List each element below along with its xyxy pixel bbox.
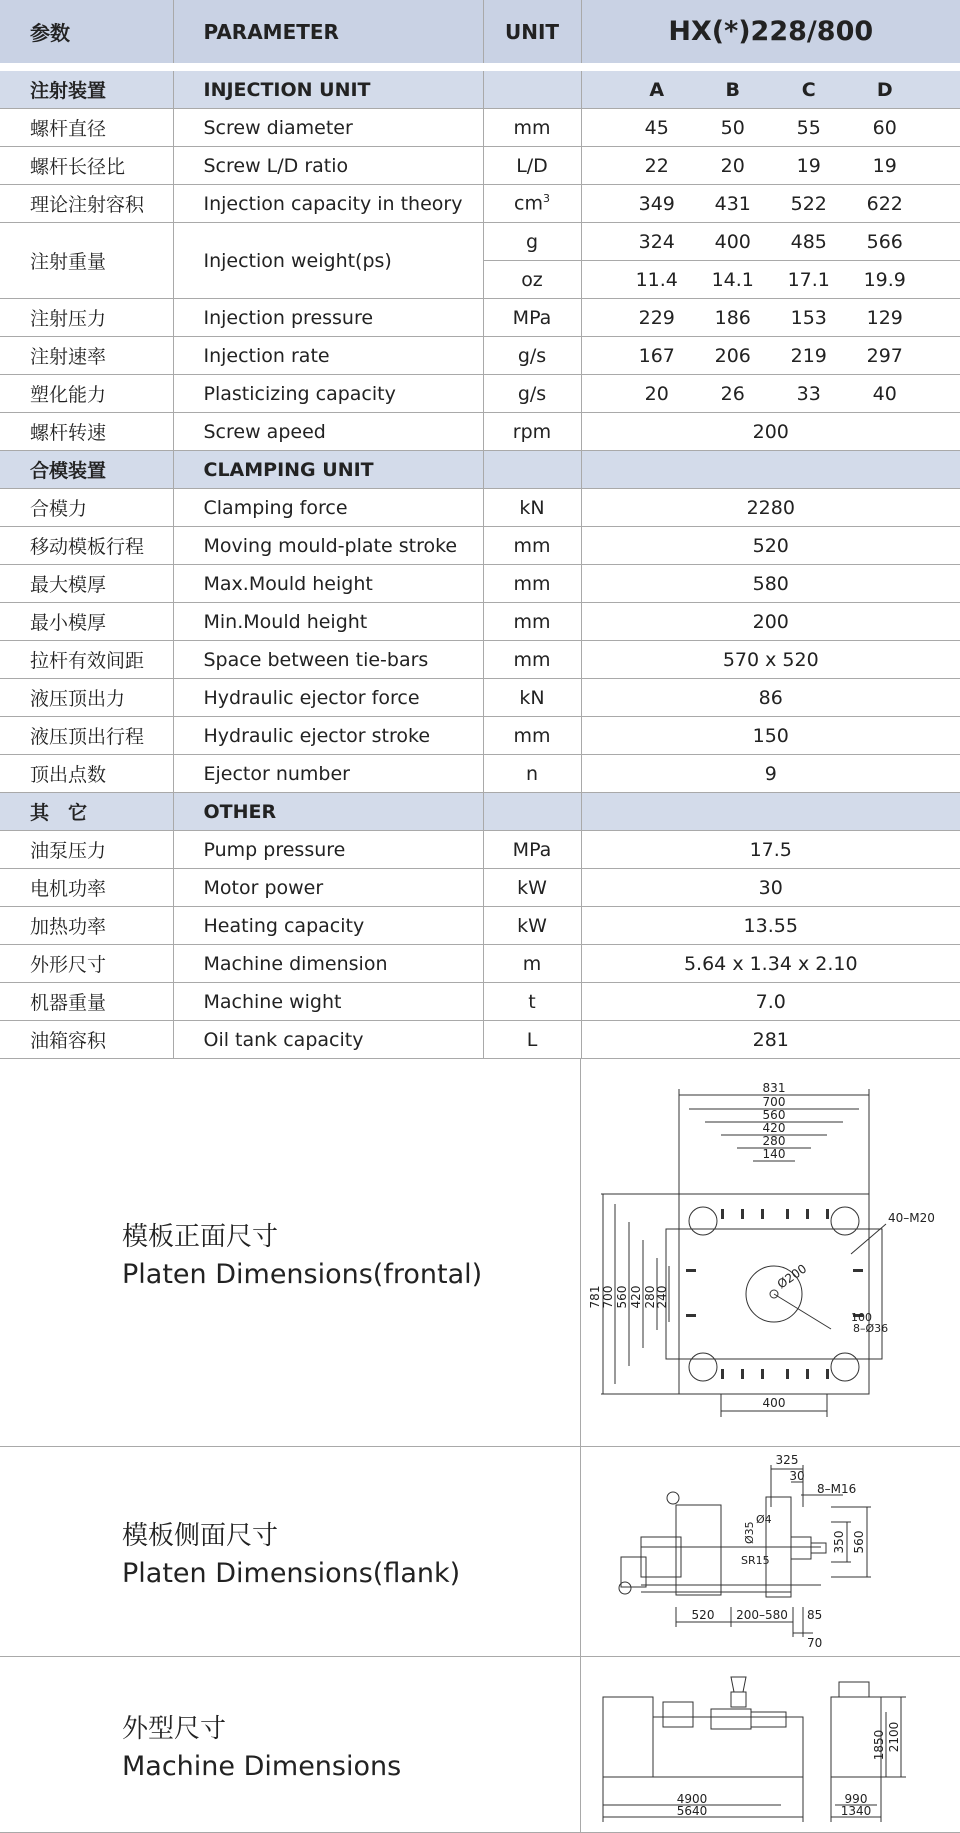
value-cell: 9 xyxy=(581,755,960,793)
value-cell: 200 xyxy=(581,413,960,451)
param-zh: 加热功率 xyxy=(0,907,173,945)
unit-cell xyxy=(483,565,581,603)
unit-cell xyxy=(483,337,581,375)
value: 219 xyxy=(790,344,827,367)
value: 33 xyxy=(796,382,821,405)
unit-cell xyxy=(483,679,581,717)
param-en: Pump pressure xyxy=(173,831,483,869)
value: 19.9 xyxy=(863,268,906,291)
value: 129 xyxy=(866,306,903,329)
dim-5640: 5640 xyxy=(676,1804,708,1818)
moving-platen xyxy=(676,1505,721,1595)
machine-label-zh: 外型尺寸 xyxy=(122,1713,227,1744)
table-header xyxy=(0,0,960,67)
param-en: Clamping force xyxy=(173,489,483,527)
unit-cell xyxy=(483,489,581,527)
param-en: Hydraulic ejector stroke xyxy=(173,717,483,755)
machine-label xyxy=(0,1657,581,1832)
value: 324 xyxy=(638,230,675,253)
unit-text: mm xyxy=(513,724,551,747)
tie-bar-hole xyxy=(689,1353,717,1381)
param-en: Injection weight(ps) xyxy=(173,223,483,299)
section-title-zh: 注射装置 xyxy=(0,67,173,109)
section-value-cell xyxy=(581,451,960,489)
value-cell: 281 xyxy=(581,1021,960,1059)
param-zh: 机器重量 xyxy=(0,983,173,1021)
frontal-label-en: Platen Dimensions(frontal) xyxy=(122,1258,483,1290)
unit-text: L xyxy=(526,1028,538,1051)
param-zh: 螺杆直径 xyxy=(0,109,173,147)
unit-cell xyxy=(483,299,581,337)
param-en: Screw diameter xyxy=(173,109,483,147)
unit-cell xyxy=(483,109,581,147)
unit-text: g xyxy=(525,230,539,253)
tie-bar-hole xyxy=(831,1353,859,1381)
value: 55 xyxy=(796,116,821,139)
label-8-m16: 8–M16 xyxy=(817,1482,857,1496)
unit-text: kW xyxy=(517,914,547,937)
dim-990: 990 xyxy=(844,1792,868,1806)
section-unit-cell xyxy=(483,793,581,831)
value: 45 xyxy=(644,116,669,139)
param-zh: 电机功率 xyxy=(0,869,173,907)
header-zh: 参数 xyxy=(0,0,173,67)
param-zh: 注射速率 xyxy=(0,337,173,375)
table-row xyxy=(0,603,960,641)
value: 622 xyxy=(866,192,903,215)
unit-cell xyxy=(483,147,581,185)
unit-text: mm xyxy=(513,534,551,557)
param-en: Machine dimension xyxy=(173,945,483,983)
value: 14.1 xyxy=(711,268,754,291)
label-100: 100 xyxy=(851,1311,872,1324)
param-en: Plasticizing capacity xyxy=(173,375,483,413)
table-row xyxy=(0,869,960,907)
value: 153 xyxy=(790,306,827,329)
param-en: Min.Mould height xyxy=(173,603,483,641)
unit-text: MPa xyxy=(512,306,552,329)
param-zh: 合模力 xyxy=(0,489,173,527)
unit-cell xyxy=(483,983,581,1021)
table-row xyxy=(0,109,960,147)
dim-520: 520 xyxy=(691,1608,715,1622)
section-value-cell xyxy=(581,793,960,831)
param-en: Screw apeed xyxy=(173,413,483,451)
frontal-label xyxy=(0,1059,581,1446)
value: 17.1 xyxy=(787,268,830,291)
flank-label-zh: 模板侧面尺寸 xyxy=(122,1520,279,1551)
param-zh: 油箱容积 xyxy=(0,1021,173,1059)
value: 229 xyxy=(638,306,675,329)
table-row xyxy=(0,337,960,375)
value: 19 xyxy=(872,154,897,177)
dim-325: 325 xyxy=(775,1453,799,1467)
section-injection-unit xyxy=(0,67,960,109)
value-cell: 86 xyxy=(581,679,960,717)
value-cell xyxy=(581,147,960,185)
value-cell: 13.55 xyxy=(581,907,960,945)
tie-bar-hole xyxy=(689,1207,717,1235)
param-en: Injection pressure xyxy=(173,299,483,337)
param-zh: 液压顶出行程 xyxy=(0,717,173,755)
screw-type-B: B xyxy=(725,78,740,101)
dim-400: 400 xyxy=(762,1396,786,1410)
unit-cell xyxy=(483,717,581,755)
dim-85: 85 xyxy=(807,1608,823,1622)
dim-700: 700 xyxy=(762,1095,786,1109)
value-cell xyxy=(581,109,960,147)
value-cell: 150 xyxy=(581,717,960,755)
unit-text: mm xyxy=(513,648,551,671)
flank-label-en: Platen Dimensions(flank) xyxy=(122,1557,461,1589)
unit-cell xyxy=(483,185,581,223)
value-cell: 17.5 xyxy=(581,831,960,869)
label-d200: Ø200 xyxy=(774,1261,810,1292)
unit-cell xyxy=(483,223,581,261)
value: 485 xyxy=(790,230,827,253)
label-8-d36: 8–Ø36 xyxy=(853,1322,889,1335)
unit-text: g/s xyxy=(517,344,547,367)
machine-outline-svg xyxy=(581,1657,960,1832)
unit-text: kN xyxy=(519,686,545,709)
table-row xyxy=(0,223,960,261)
section-other xyxy=(0,793,960,831)
screw-type-A: A xyxy=(649,78,665,101)
flank-drawing-row xyxy=(0,1447,960,1657)
section-title-en: OTHER xyxy=(173,793,483,831)
unit-text: n xyxy=(525,762,539,785)
dim-350: 350 xyxy=(832,1530,846,1554)
param-en: Ejector number xyxy=(173,755,483,793)
flank-label xyxy=(0,1447,581,1656)
dim-831: 831 xyxy=(762,1081,786,1095)
unit-superscript: 3 xyxy=(542,192,550,206)
unit-text: g/s xyxy=(517,382,547,405)
dim-1850: 1850 xyxy=(872,1729,886,1761)
param-zh: 注射重量 xyxy=(0,223,173,299)
unit-cell xyxy=(483,413,581,451)
value: 431 xyxy=(714,192,751,215)
value: 22 xyxy=(644,154,669,177)
param-en: Motor power xyxy=(173,869,483,907)
unit-cell xyxy=(483,641,581,679)
table-row xyxy=(0,147,960,185)
hopper xyxy=(731,1677,746,1692)
flank-drawing xyxy=(581,1447,960,1656)
table-row xyxy=(0,755,960,793)
machine-drawing xyxy=(581,1657,960,1832)
param-zh: 顶出点数 xyxy=(0,755,173,793)
param-zh: 螺杆转速 xyxy=(0,413,173,451)
table-row xyxy=(0,717,960,755)
param-zh: 最大模厚 xyxy=(0,565,173,603)
value: 206 xyxy=(714,344,751,367)
dim-30: 30 xyxy=(789,1469,805,1483)
value: 349 xyxy=(638,192,675,215)
param-en: Heating capacity xyxy=(173,907,483,945)
section-title-zh: 合模装置 xyxy=(0,451,173,489)
dim-v700: 700 xyxy=(601,1285,615,1309)
table-row xyxy=(0,831,960,869)
value-cell xyxy=(581,337,960,375)
param-en: Injection rate xyxy=(173,337,483,375)
param-en: Space between tie-bars xyxy=(173,641,483,679)
table-row xyxy=(0,413,960,451)
param-zh: 外形尺寸 xyxy=(0,945,173,983)
param-en: Moving mould-plate stroke xyxy=(173,527,483,565)
value: 20 xyxy=(644,382,669,405)
unit-cell xyxy=(483,755,581,793)
value-cell xyxy=(581,185,960,223)
value-cell xyxy=(581,299,960,337)
section-title-zh: 其 它 xyxy=(0,793,173,831)
frontal-drawing xyxy=(581,1059,960,1446)
unit-cell xyxy=(483,945,581,983)
value: 566 xyxy=(866,230,903,253)
table-row xyxy=(0,185,960,223)
section-title-en: CLAMPING UNIT xyxy=(173,451,483,489)
dim-v560: 560 xyxy=(615,1285,629,1309)
platen-flank-svg xyxy=(581,1447,960,1656)
value: 50 xyxy=(720,116,745,139)
unit-cell xyxy=(483,527,581,565)
section-title-en: INJECTION UNIT xyxy=(173,67,483,109)
screw-type-C: C xyxy=(801,78,816,101)
unit-text: m xyxy=(522,952,542,975)
dim-v280: 280 xyxy=(643,1285,657,1309)
dim-560: 560 xyxy=(852,1530,866,1554)
value: 19 xyxy=(796,154,821,177)
param-zh: 理论注射容积 xyxy=(0,185,173,223)
param-zh: 塑化能力 xyxy=(0,375,173,413)
value: 40 xyxy=(872,382,897,405)
value-cell xyxy=(581,223,960,261)
machine-label-en: Machine Dimensions xyxy=(122,1750,402,1782)
value-cell: 2280 xyxy=(581,489,960,527)
unit-cell xyxy=(483,907,581,945)
param-en: Screw L/D ratio xyxy=(173,147,483,185)
param-zh: 油泵压力 xyxy=(0,831,173,869)
screw-type-D: D xyxy=(876,78,893,101)
unit-text: L/D xyxy=(516,154,548,177)
dim-70: 70 xyxy=(807,1636,823,1650)
unit-text: t xyxy=(528,990,536,1013)
tie-bar-hole xyxy=(831,1207,859,1235)
table-row xyxy=(0,641,960,679)
value: 400 xyxy=(714,230,751,253)
value: 522 xyxy=(790,192,827,215)
dim-140: 140 xyxy=(762,1147,786,1161)
value: 20 xyxy=(720,154,745,177)
table-row xyxy=(0,527,960,565)
label-40-m20: 40–M20 xyxy=(888,1211,935,1225)
table-row xyxy=(0,565,960,603)
machine-drawing-row xyxy=(0,1657,960,1833)
unit-cell xyxy=(483,831,581,869)
value: 11.4 xyxy=(635,268,678,291)
value-cell xyxy=(581,375,960,413)
param-zh: 注射压力 xyxy=(0,299,173,337)
param-en: Hydraulic ejector force xyxy=(173,679,483,717)
section-unit-cell xyxy=(483,451,581,489)
table-row xyxy=(0,489,960,527)
dim-781: 781 xyxy=(588,1285,602,1309)
param-en: Max.Mould height xyxy=(173,565,483,603)
dim-420: 420 xyxy=(762,1121,786,1135)
table-row xyxy=(0,375,960,413)
unit-cell xyxy=(483,603,581,641)
section-value-cell xyxy=(581,67,960,109)
param-zh: 拉杆有效间距 xyxy=(0,641,173,679)
table-row xyxy=(0,679,960,717)
unit-cell: oz xyxy=(483,261,581,299)
table-row xyxy=(0,907,960,945)
value-cell: 570 x 520 xyxy=(581,641,960,679)
unit-text: MPa xyxy=(512,838,552,861)
unit-cell xyxy=(483,1021,581,1059)
value-cell xyxy=(581,261,960,299)
unit-text: rpm xyxy=(512,420,552,443)
label-d4: Ø4 xyxy=(756,1513,772,1526)
value-cell: 5.64 x 1.34 x 2.10 xyxy=(581,945,960,983)
value-cell: 30 xyxy=(581,869,960,907)
table-row xyxy=(0,1021,960,1059)
model-name: HX(*)228/800 xyxy=(581,0,960,67)
dim-1340: 1340 xyxy=(840,1804,872,1818)
value: 167 xyxy=(638,344,675,367)
unit-cell xyxy=(483,869,581,907)
header-en: PARAMETER xyxy=(173,0,483,67)
value: 60 xyxy=(872,116,897,139)
machine-body xyxy=(603,1697,653,1777)
platen-frontal-svg xyxy=(581,1059,960,1446)
unit-text: kW xyxy=(517,876,547,899)
unit-text: mm xyxy=(513,116,551,139)
dim-v420: 420 xyxy=(629,1285,643,1309)
param-en: Oil tank capacity xyxy=(173,1021,483,1059)
value-cell: 580 xyxy=(581,565,960,603)
dim-4900: 4900 xyxy=(676,1792,708,1806)
param-zh: 移动模板行程 xyxy=(0,527,173,565)
param-zh: 螺杆长径比 xyxy=(0,147,173,185)
value: 297 xyxy=(866,344,903,367)
section-clamping-unit xyxy=(0,451,960,489)
section-unit-cell xyxy=(483,67,581,109)
dim-200-580: 200–580 xyxy=(736,1608,788,1622)
label-sr15: SR15 xyxy=(741,1554,770,1567)
param-zh: 液压顶出力 xyxy=(0,679,173,717)
leader xyxy=(774,1294,831,1329)
dim-560: 560 xyxy=(762,1108,786,1122)
param-en: Machine wight xyxy=(173,983,483,1021)
table-row xyxy=(0,945,960,983)
value: 186 xyxy=(714,306,751,329)
frontal-drawing-row xyxy=(0,1059,960,1447)
value-cell: 200 xyxy=(581,603,960,641)
value-cell: 520 xyxy=(581,527,960,565)
table-row xyxy=(0,299,960,337)
param-zh: 最小模厚 xyxy=(0,603,173,641)
dim-2100: 2100 xyxy=(887,1721,901,1753)
value: 26 xyxy=(720,382,745,405)
unit-text: mm xyxy=(513,610,551,633)
frontal-label-zh: 模板正面尺寸 xyxy=(122,1221,279,1252)
param-en: Injection capacity in theory xyxy=(173,185,483,223)
dim-v240: 240 xyxy=(655,1285,669,1309)
label-d35: Ø35 xyxy=(743,1521,756,1544)
unit-cell xyxy=(483,375,581,413)
header-unit: UNIT xyxy=(483,0,581,67)
value-cell: 7.0 xyxy=(581,983,960,1021)
unit-text: kN xyxy=(519,496,545,519)
drawings-section xyxy=(0,1059,960,1833)
unit-text: cm xyxy=(514,192,543,215)
table-row xyxy=(0,983,960,1021)
unit-text: mm xyxy=(513,572,551,595)
dim-280: 280 xyxy=(762,1134,786,1148)
